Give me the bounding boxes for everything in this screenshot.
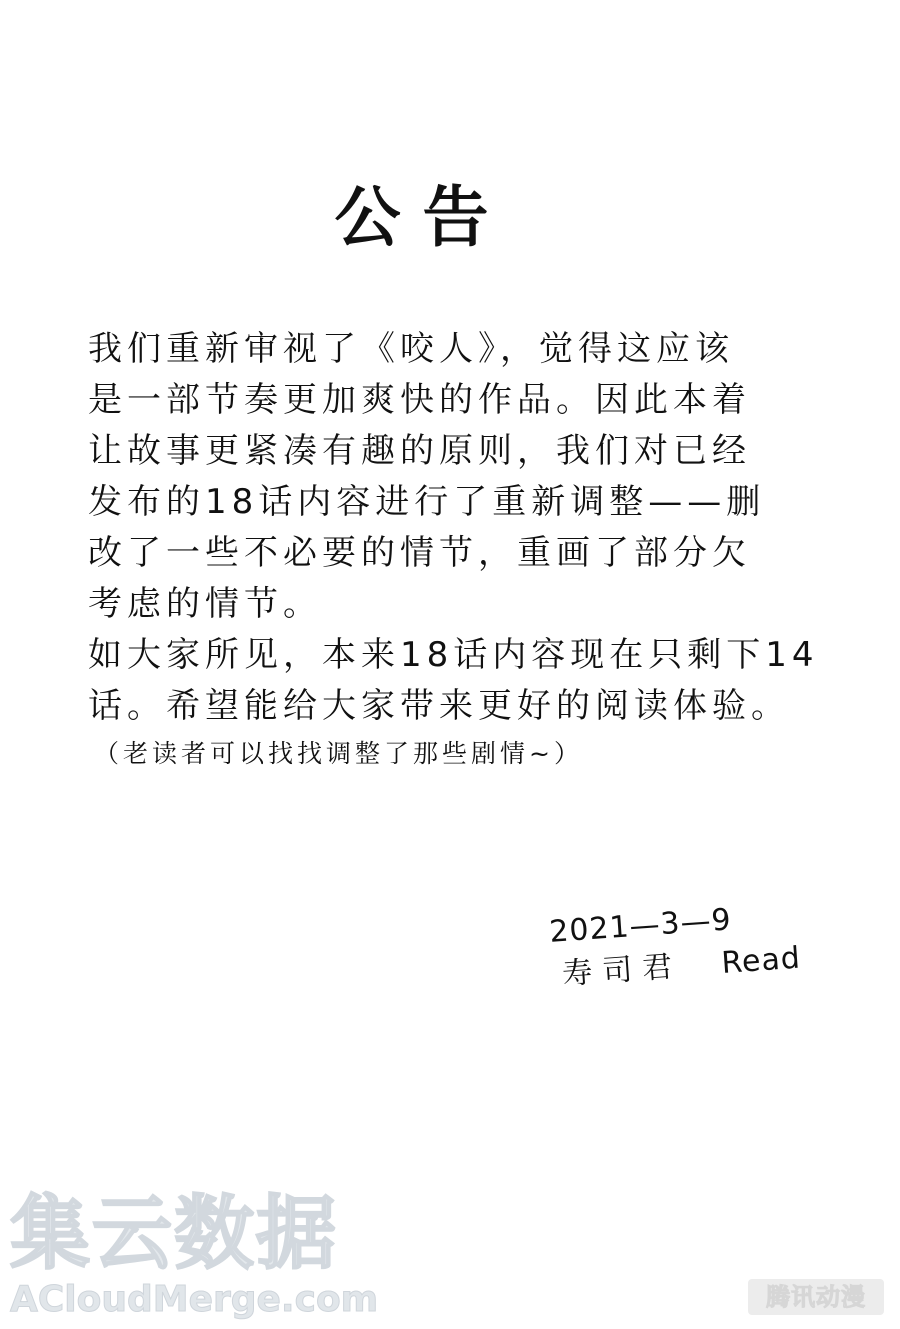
notice-line: 如大家所见，本来18话内容现在只剩下14 xyxy=(88,635,819,675)
watermark-english: ACloudMerge.com xyxy=(10,1279,379,1320)
notice-note: （老读者可以找找调整了那些剧情~） xyxy=(94,739,583,768)
corner-logo: 腾讯动漫 xyxy=(748,1279,884,1315)
signature-block xyxy=(548,894,813,998)
notice-line: 考虑的情节。 xyxy=(88,584,322,624)
notice-line: 让故事更紧凑有趣的原则，我们对已经 xyxy=(88,431,751,471)
notice-body xyxy=(88,324,848,776)
signature-date: 2021—3—9 xyxy=(548,902,733,950)
signature-author: 寿司君 xyxy=(561,948,684,993)
notice-title: 公告 xyxy=(334,179,511,256)
notice-line: 我们重新审视了《咬人》，觉得这应该 xyxy=(88,329,734,369)
notice-line: 话。希望能给大家带来更好的阅读体验。 xyxy=(88,686,790,726)
watermark-chinese: 集云数据 xyxy=(10,1187,338,1280)
notice-line: 改了一些不必要的情节，重画了部分欠 xyxy=(88,533,751,573)
notice-line: 发布的18话内容进行了重新调整——删 xyxy=(88,482,766,522)
notice-line: 是一部节奏更加爽快的作品。因此本着 xyxy=(88,380,751,420)
watermark xyxy=(10,1188,390,1318)
signature-role: Read xyxy=(720,940,802,981)
